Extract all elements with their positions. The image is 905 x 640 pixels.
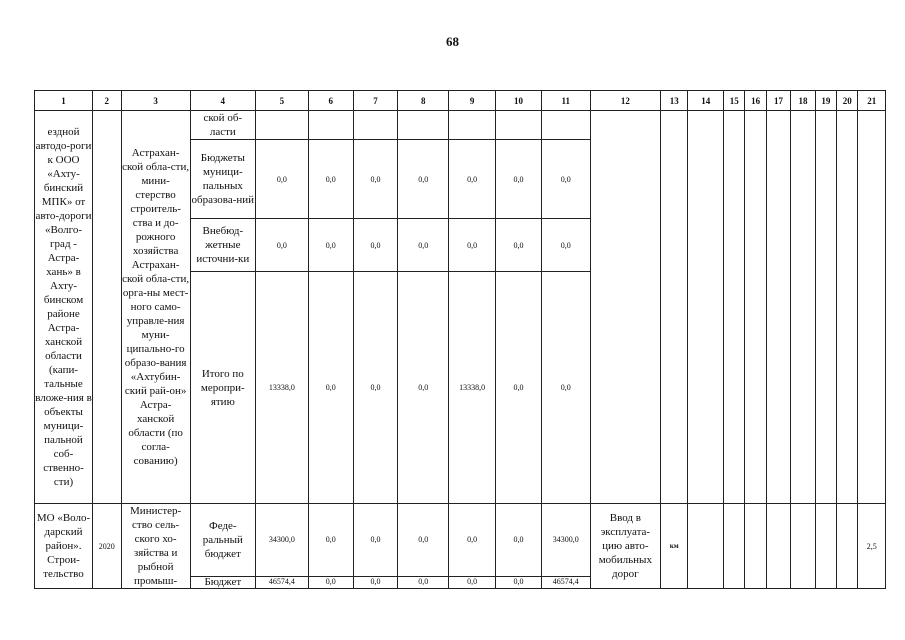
header-cell: 19 [815, 91, 836, 111]
value-cell: 46574,4 [541, 576, 590, 588]
page-number: 68 [446, 34, 459, 49]
header-cell: 20 [837, 91, 858, 111]
header-cell: 11 [541, 91, 590, 111]
funding-source-cell: Бюджеты муници-пальных образова-ний [190, 140, 255, 219]
value-cell: 0,0 [308, 140, 353, 219]
program-table [34, 90, 886, 589]
value-cell [449, 111, 496, 140]
empty-cell [791, 111, 815, 504]
value-cell [353, 111, 398, 140]
value-cell: 0,0 [449, 576, 496, 588]
funding-source-cell: Итого по меропри-ятию [190, 272, 255, 504]
header-cell: 1 [35, 91, 93, 111]
value-cell: 0,0 [353, 272, 398, 504]
table-row [35, 111, 886, 140]
value-cell: 0,0 [449, 140, 496, 219]
empty-cell [766, 111, 790, 504]
measure-name-cell: МО «Воло-дарский район». Строи-тельство [35, 504, 93, 589]
value-cell: 0,0 [541, 140, 590, 219]
empty-cell [688, 111, 724, 504]
value-cell: 0,0 [496, 140, 542, 219]
header-cell: 5 [255, 91, 308, 111]
header-cell: 4 [190, 91, 255, 111]
unit-cell [660, 111, 687, 504]
executor-cell: Астрахан-ской обла-сти, мини-стерство строитель-ства и до-рожного хозяйства Астрахан-ской обла-сти, орга-ны мест-ного само-управле-ния муни-ципально-го образо-вания «Ахтубин-ский рай-он» Астра-ханской области (по согла-сованию) [121, 111, 190, 504]
header-cell: 10 [496, 91, 542, 111]
value-cell [308, 111, 353, 140]
value-cell: 0,0 [353, 504, 398, 577]
value-cell: 0,0 [353, 219, 398, 272]
header-cell: 14 [688, 91, 724, 111]
empty-cell [766, 504, 790, 589]
header-cell: 12 [590, 91, 660, 111]
value-cell: 0,0 [398, 504, 449, 577]
header-cell: 13 [660, 91, 687, 111]
header-cell: 9 [449, 91, 496, 111]
unit-cell: км [660, 504, 687, 589]
value-cell: 0,0 [308, 576, 353, 588]
value-cell: 0,0 [308, 504, 353, 577]
header-cell: 16 [745, 91, 766, 111]
value-cell: 34300,0 [255, 504, 308, 577]
header-cell: 7 [353, 91, 398, 111]
value-cell [398, 111, 449, 140]
funding-source-cell: ской об-ласти [190, 111, 255, 140]
funding-source-cell: Феде-ральный бюджет [190, 504, 255, 577]
value-cell [255, 111, 308, 140]
value-cell: 0,0 [398, 219, 449, 272]
empty-cell [745, 504, 766, 589]
indicator-cell: Ввод в эксплуата-цию авто-мобильных дорог [590, 504, 660, 589]
empty-cell [837, 504, 858, 589]
empty-cell [688, 504, 724, 589]
header-cell: 15 [724, 91, 745, 111]
value-cell: 0,0 [398, 140, 449, 219]
empty-cell [858, 111, 886, 504]
empty-cell [791, 504, 815, 589]
empty-cell [724, 111, 745, 504]
empty-cell [724, 504, 745, 589]
header-cell: 18 [791, 91, 815, 111]
header-row [35, 91, 886, 111]
funding-source-cell: Внебюд-жетные источни-ки [190, 219, 255, 272]
value-cell: 0,0 [353, 576, 398, 588]
indicator-cell [590, 111, 660, 504]
value-cell [496, 111, 542, 140]
value-cell: 0,0 [308, 272, 353, 504]
value-cell: 34300,0 [541, 504, 590, 577]
empty-cell [745, 111, 766, 504]
measure-name-cell: ездной автодо-роги к ООО «Ахту-бинский МПК» от авто-дороги «Волго-град - Астра-хань» в Ахту-бинском районе Астра-ханской области (капи-тальные вложе-ния в объекты муници-пальной соб-ственно-сти) [35, 111, 93, 504]
table-row [35, 504, 886, 577]
value-cell: 0,0 [496, 272, 542, 504]
header-cell: 8 [398, 91, 449, 111]
value-cell: 0,0 [541, 219, 590, 272]
empty-cell [815, 504, 836, 589]
empty-cell [837, 111, 858, 504]
value-cell: 0,0 [496, 219, 542, 272]
value-cell: 13338,0 [255, 272, 308, 504]
header-cell: 3 [121, 91, 190, 111]
value-cell: 0,0 [496, 576, 542, 588]
year-cell [93, 111, 122, 504]
value-cell: 0,0 [541, 272, 590, 504]
header-cell: 2 [93, 91, 122, 111]
executor-cell: Министер-ство сель-ского хо-зяйства и рыбной промыш- [121, 504, 190, 589]
value-cell: 0,0 [398, 272, 449, 504]
header-cell: 17 [766, 91, 790, 111]
value-cell: 13338,0 [449, 272, 496, 504]
value-cell: 46574,4 [255, 576, 308, 588]
funding-source-cell: Бюджет [190, 576, 255, 588]
year-cell: 2020 [93, 504, 122, 589]
target-value-cell: 2,5 [858, 504, 886, 589]
value-cell: 0,0 [255, 140, 308, 219]
value-cell: 0,0 [496, 504, 542, 577]
value-cell: 0,0 [398, 576, 449, 588]
value-cell [541, 111, 590, 140]
empty-cell [815, 111, 836, 504]
value-cell: 0,0 [255, 219, 308, 272]
value-cell: 0,0 [308, 219, 353, 272]
header-cell: 21 [858, 91, 886, 111]
value-cell: 0,0 [449, 504, 496, 577]
header-cell: 6 [308, 91, 353, 111]
value-cell: 0,0 [449, 219, 496, 272]
value-cell: 0,0 [353, 140, 398, 219]
